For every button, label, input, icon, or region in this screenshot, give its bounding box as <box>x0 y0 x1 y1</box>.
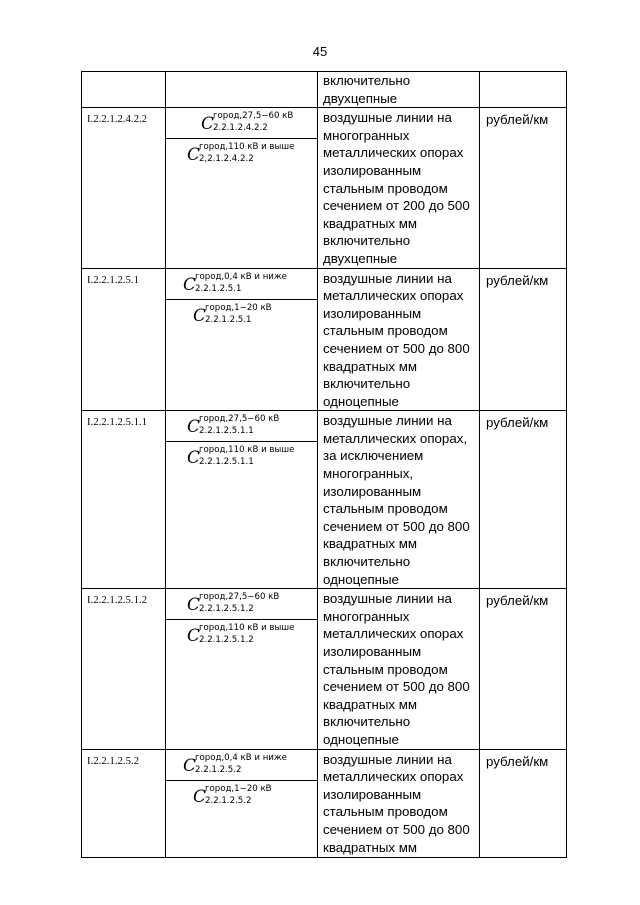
description-line: изолированным <box>323 786 422 802</box>
formula-subscript: 2.2.1.2.5.1.2 <box>199 604 254 615</box>
description-line: изолированным <box>323 162 422 178</box>
description-line: стальным проводом <box>323 180 448 196</box>
table-row <box>82 411 567 589</box>
unit-cell <box>480 268 567 411</box>
description-line: одноцепные <box>323 731 399 747</box>
description-line: включительно <box>323 233 411 249</box>
formula-subscript: 2.2.1.2.5.2 <box>205 795 252 806</box>
formula-superscript: город,27,5−60 кВ <box>199 592 280 603</box>
code-cell <box>82 268 166 411</box>
description-line: сечением от 500 до 800 <box>323 518 470 534</box>
description-line: металлических опорах <box>323 769 464 785</box>
description-line: многогранных <box>323 608 410 624</box>
formula-subscript: 2.2.1.2.5.1.1 <box>199 426 254 437</box>
table-row <box>82 108 567 268</box>
formula-superscript: город,27,5−60 кВ <box>213 111 294 122</box>
formula <box>166 620 317 650</box>
formula <box>166 300 317 330</box>
unit-cell <box>480 749 567 857</box>
formula-symbol: C <box>187 145 201 166</box>
row-code: I.2.2.1.2.5.2 <box>87 755 140 767</box>
description-line: сечением от 200 до 500 <box>323 198 470 214</box>
description-line: стальным проводом <box>323 804 448 820</box>
unit-label: рублей/км <box>486 112 549 128</box>
description-line: многогранных <box>323 127 410 143</box>
formula-symbol: C <box>187 448 201 469</box>
description-line: сечением от 500 до 800 <box>323 340 470 356</box>
formula-cell <box>166 108 318 268</box>
formula <box>166 750 317 781</box>
page-number: 45 <box>312 44 328 59</box>
formula-symbol: C <box>193 786 207 807</box>
formula-cell <box>166 589 318 749</box>
description-line: воздушные линии на <box>323 110 452 126</box>
formula-cell <box>166 268 318 411</box>
table-row <box>82 589 567 749</box>
formula-symbol: C <box>183 755 197 776</box>
unit-cell <box>480 72 567 108</box>
formula-symbol: C <box>187 595 201 616</box>
unit-label: рублей/км <box>486 415 549 431</box>
description-line: включительно <box>323 376 411 392</box>
formula-symbol: C <box>187 417 201 438</box>
formula <box>166 442 317 472</box>
row-code: I.2.2.1.2.5.1 <box>87 274 140 286</box>
row-code: I.2.2.1.2.4.2.2 <box>87 114 148 126</box>
code-cell <box>82 72 166 108</box>
unit-label: рублей/км <box>486 593 549 609</box>
unit-label: рублей/км <box>486 272 549 288</box>
unit-cell <box>480 589 567 749</box>
formula-subscript: 2.2.1.2.5.1.2 <box>199 635 254 646</box>
description-line: одноцепные <box>323 393 399 409</box>
formula-cell <box>166 411 318 589</box>
description-line: квадратных мм <box>323 696 418 712</box>
description-line: двухцепные <box>323 90 398 106</box>
description-line: включительно <box>323 554 411 570</box>
formula-subscript: 2.2.1.2.5.1 <box>205 314 252 325</box>
description-line: изолированным <box>323 305 422 321</box>
description-line: воздушные линии на <box>323 270 452 286</box>
table-row <box>82 268 567 411</box>
tariff-table <box>81 71 567 858</box>
formula-superscript: город,110 кВ и выше <box>199 142 295 153</box>
description-cell <box>318 749 480 857</box>
unit-label: рублей/км <box>486 753 549 769</box>
description-line: металлических опорах, <box>323 430 468 446</box>
description-line: одноцепные <box>323 571 399 587</box>
description-line: стальным проводом <box>323 323 448 339</box>
formula-superscript: город,110 кВ и выше <box>199 623 295 634</box>
formula-symbol: C <box>193 305 207 326</box>
description-cell <box>318 268 480 411</box>
formula <box>166 108 317 139</box>
description-line: изолированным <box>323 483 422 499</box>
table-row <box>82 72 567 108</box>
description-line: металлических опорах <box>323 145 464 161</box>
code-cell <box>82 108 166 268</box>
formula-subscript: 2.2.1.2.4.2.2 <box>213 123 268 134</box>
description-line: квадратных мм <box>323 215 418 231</box>
formula-symbol: C <box>183 274 197 295</box>
description-line: двухцепные <box>323 250 398 266</box>
formula-subscript: 2.2.1.2.5.1.1 <box>199 457 254 468</box>
description-cell <box>318 72 480 108</box>
formula <box>166 589 317 620</box>
description-cell <box>318 411 480 589</box>
description-cell <box>318 108 480 268</box>
row-code: I.2.2.1.2.5.1.2 <box>87 595 148 607</box>
description-line: металлических опорах <box>323 626 464 642</box>
code-cell <box>82 749 166 857</box>
description-line: квадратных мм <box>323 358 418 374</box>
description-line: за исключением <box>323 448 424 464</box>
unit-cell <box>480 411 567 589</box>
description-line: квадратных мм <box>323 536 418 552</box>
description-line: воздушные линии на <box>323 751 452 767</box>
formula-superscript: город,27,5−60 кВ <box>199 414 280 425</box>
row-code: I.2.2.1.2.5.1.1 <box>87 417 148 429</box>
description-line: стальным проводом <box>323 501 448 517</box>
formula-cell <box>166 749 318 857</box>
formula-symbol: C <box>187 626 201 647</box>
formula-superscript: город,0,4 кВ и ниже <box>195 752 287 763</box>
description-line: сечением от 500 до 800 <box>323 821 470 837</box>
unit-cell <box>480 108 567 268</box>
table-row <box>82 749 567 857</box>
formula <box>166 269 317 300</box>
formula <box>166 781 317 811</box>
description-line: воздушные линии на <box>323 591 452 607</box>
description-line: металлических опорах <box>323 288 464 304</box>
formula-subscript: 2,2.1.2.4.2.2 <box>199 154 254 165</box>
formula-superscript: город,110 кВ и выше <box>199 445 295 456</box>
description-line: включительно <box>323 73 411 88</box>
description-line: стальным проводом <box>323 661 448 677</box>
description-line: изолированным <box>323 644 422 659</box>
formula-superscript: город,1−20 кВ <box>205 302 272 313</box>
description-line: многогранных, <box>323 466 414 482</box>
formula-cell <box>166 72 318 108</box>
code-cell <box>82 589 166 749</box>
formula-superscript: город,1−20 кВ <box>205 783 272 794</box>
formula <box>166 139 317 169</box>
formula <box>166 411 317 442</box>
formula-superscript: город,0,4 кВ и ниже <box>195 271 287 282</box>
description-line: квадратных мм <box>323 839 418 855</box>
description-line: сечением от 500 до 800 <box>323 679 470 695</box>
code-cell <box>82 411 166 589</box>
description-line: воздушные линии на <box>323 413 452 429</box>
description-cell <box>318 589 480 749</box>
formula-symbol: C <box>201 114 215 135</box>
description-line: включительно <box>323 714 411 730</box>
formula-subscript: 2.2.1.2.5.1 <box>195 283 242 294</box>
formula-subscript: 2.2.1.2.5.2 <box>195 764 242 775</box>
